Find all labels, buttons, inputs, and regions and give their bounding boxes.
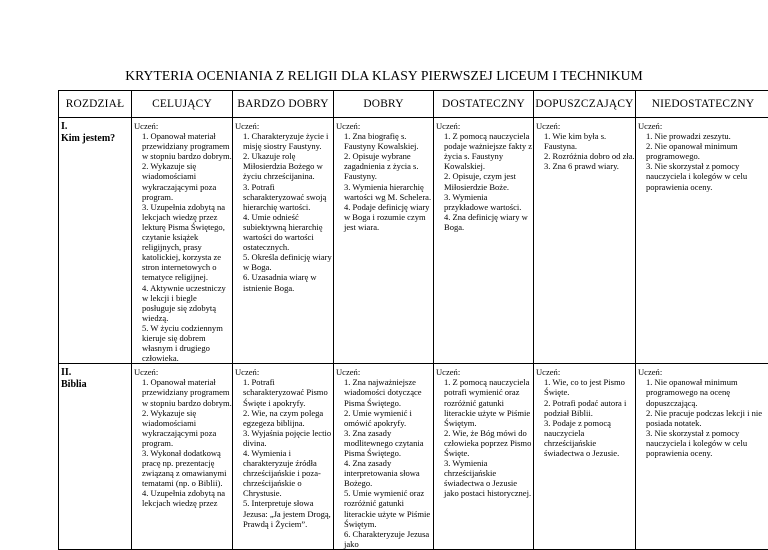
criteria-cell-dobry (334, 364, 434, 550)
criteria-list (134, 131, 232, 363)
header-celujacy: CELUJĄCY (132, 91, 233, 118)
criteria-item: 2. Wie, że Bóg mówi do człowieka poprzez Pismo Święte. (444, 428, 533, 458)
criteria-item: 5. Umie wymienić oraz rozróżnić gatunki literackie użyte w Piśmie Świętym. (344, 488, 433, 528)
cell-intro: Uczeń: (638, 367, 768, 377)
criteria-item: 3. Nie skorzystał z pomocy nauczyciela i kolegów w celu poprawienia oceny. (646, 161, 768, 191)
chapter-cell (59, 118, 132, 364)
cell-intro: Uczeń: (536, 367, 635, 377)
cell-intro: Uczeń: (134, 367, 232, 377)
criteria-item: 2. Potrafi podać autora i podział Biblii. (544, 398, 635, 418)
cell-intro: Uczeń: (638, 121, 768, 131)
criteria-item: 6. Charakteryzuje Jezusa jako (344, 529, 433, 549)
criteria-list (235, 377, 333, 528)
criteria-item: 1. Opanował materiał przewidziany programem w stopniu bardzo dobrym. (142, 131, 232, 161)
chapter-cell (59, 364, 132, 550)
criteria-cell-bardzo-dobry (233, 118, 334, 364)
criteria-item: 1. Nie opanował minimum programowego na ocenę dopuszczającą. (646, 377, 768, 407)
chapter-number: II. (61, 367, 131, 379)
criteria-item: 3. Wymienia hierarchię wartości wg M. Schelera. (344, 182, 433, 202)
header-dobry: DOBRY (334, 91, 434, 118)
criteria-item: 1. Zna najważniejsze wiadomości dotyczące Pisma Świętego. (344, 377, 433, 407)
header-row (59, 91, 768, 118)
criteria-item: 1. Opanował materiał przewidziany programem w stopniu bardzo dobrym. (142, 377, 232, 407)
criteria-item: 2. Wykazuje się wiadomościami wykraczającymi poza program. (142, 161, 232, 201)
criteria-item: 3. Uzupełnia zdobytą na lekcjach wiedzę przez lekturę Pisma Świętego, czytanie książek religijnych, prasy katolickiej, korzysta ze stron internetowych o tematyce religijnej. (142, 202, 232, 283)
criteria-item: 1. Charakteryzuje życie i misję siostry Faustyny. (243, 131, 333, 151)
grading-criteria-table (58, 90, 768, 550)
criteria-cell-bardzo-dobry (233, 364, 334, 550)
criteria-list (536, 377, 635, 458)
table-row (59, 364, 768, 550)
criteria-item: 3. Potrafi scharakteryzować swoją hierarchię wartości. (243, 182, 333, 212)
criteria-list (436, 377, 533, 498)
criteria-item: 3. Wyjaśnia pojęcie lectio divina. (243, 428, 333, 448)
criteria-list (638, 131, 768, 192)
criteria-cell-dobry (334, 118, 434, 364)
criteria-item: 1. Wie, co to jest Pismo Święte. (544, 377, 635, 397)
criteria-item: 2. Ukazuje rolę Miłosierdzia Bożego w życiu chrześcijanina. (243, 151, 333, 181)
criteria-list (336, 131, 433, 232)
criteria-item: 5. Określa definicję wiary w Boga. (243, 252, 333, 272)
criteria-cell-dopuszczajacy (534, 118, 636, 364)
criteria-item: 4. Aktywnie uczestniczy w lekcji i biegle posługuje się zdobytą wiedzą. (142, 283, 232, 323)
criteria-item: 2. Wykazuje się wiadomościami wykraczającymi poza program. (142, 408, 232, 448)
criteria-item: 1. Wie kim była s. Faustyna. (544, 131, 635, 151)
chapter-name: Biblia (61, 379, 131, 391)
criteria-cell-niedostateczny (636, 364, 768, 550)
criteria-item: 6. Uzasadnia wiarę w istnienie Boga. (243, 272, 333, 292)
cell-intro: Uczeń: (436, 121, 533, 131)
document-title: KRYTERIA OCENIANIA Z RELIGII DLA KLASY PIERWSZEJ LICEUM I TECHNIKUM (0, 68, 768, 84)
cell-intro: Uczeń: (134, 121, 232, 131)
criteria-item: 4. Uzupełnia zdobytą na lekcjach wiedzę przez (142, 488, 232, 508)
cell-intro: Uczeń: (436, 367, 533, 377)
criteria-cell-dopuszczajacy (534, 364, 636, 550)
criteria-list (638, 377, 768, 458)
criteria-item: 1. Zna biografię s. Faustyny Kowalskiej. (344, 131, 433, 151)
criteria-item: 1. Z pomocą nauczyciela podaje ważniejsze fakty z życia s. Faustyny Kowalskiej. (444, 131, 533, 171)
cell-intro: Uczeń: (235, 367, 333, 377)
cell-intro: Uczeń: (336, 367, 433, 377)
criteria-item: 3. Nie skorzystał z pomocy nauczyciela i kolegów w celu poprawienia oceny. (646, 428, 768, 458)
criteria-list (536, 131, 635, 171)
criteria-item: 1. Nie prowadzi zeszytu. (646, 131, 768, 141)
table-row (59, 118, 768, 364)
criteria-cell-celujacy (132, 364, 233, 550)
criteria-item: 4. Wymienia i charakteryzuje źródła chrześcijańskie i poza-chrześcijańskie o Chrystusie. (243, 448, 333, 498)
criteria-item: 5. W życiu codziennym kieruje się dobrem własnym i drugiego człowieka. (142, 323, 232, 363)
criteria-item: 3. Wymienia przykładowe wartości. (444, 192, 533, 212)
cell-intro: Uczeń: (235, 121, 333, 131)
criteria-item: 4. Umie odnieść subiektywną hierarchię wartości do wartości ostatecznych. (243, 212, 333, 252)
criteria-cell-niedostateczny (636, 118, 768, 364)
header-rozdzial: ROZDZIAŁ (59, 91, 132, 118)
header-bardzo-dobry: BARDZO DOBRY (233, 91, 334, 118)
header-dopuszczajacy: DOPUSZCZAJĄCY (534, 91, 636, 118)
header-dostateczny: DOSTATECZNY (434, 91, 534, 118)
criteria-item: 4. Zna definicję wiary w Boga. (444, 212, 533, 232)
criteria-item: 5. Interpretuje słowa Jezusa: „Ja jestem Drogą, Prawdą i Życiem”. (243, 498, 333, 528)
criteria-item: 1. Z pomocą nauczyciela potrafi wymienić oraz rozróżnić gatunki literackie użyte w Piśmie Świętym. (444, 377, 533, 427)
criteria-list (436, 131, 533, 232)
criteria-item: 3. Zna zasady modlitewnego czytania Pisma Świętego. (344, 428, 433, 458)
criteria-item: 2. Nie pracuje podczas lekcji i nie posiada notatek. (646, 408, 768, 428)
criteria-item: 3. Podaje z pomocą nauczyciela chrześcijańskie świadectwa o Jezusie. (544, 418, 635, 458)
criteria-item: 2. Umie wymienić i omówić apokryfy. (344, 408, 433, 428)
criteria-item: 2. Opisuje wybrane zagadnienia z życia s. Faustyny. (344, 151, 433, 181)
criteria-list (235, 131, 333, 293)
criteria-cell-dostateczny (434, 118, 534, 364)
criteria-item: 2. Nie opanował minimum programowego. (646, 141, 768, 161)
criteria-item: 2. Rozróżnia dobro od zła. (544, 151, 635, 161)
criteria-item: 3. Zna 6 prawd wiary. (544, 161, 635, 171)
chapter-number: I. (61, 121, 131, 133)
criteria-item: 3. Wykonał dodatkową pracę np. prezentację związaną z omawianymi tematami (np. o Biblii). (142, 448, 232, 488)
criteria-item: 3. Wymienia chrześcijańskie świadectwa o Jezusie jako postaci historycznej. (444, 458, 533, 498)
cell-intro: Uczeń: (536, 121, 635, 131)
header-niedostateczny: NIEDOSTATECZNY (636, 91, 768, 118)
criteria-list (134, 377, 232, 508)
criteria-item: 2. Opisuje, czym jest Miłosierdzie Boże. (444, 171, 533, 191)
criteria-cell-celujacy (132, 118, 233, 364)
criteria-cell-dostateczny (434, 364, 534, 550)
criteria-item: 2. Wie, na czym polega egzegeza biblijna. (243, 408, 333, 428)
criteria-item: 4. Podaje definicję wiary w Boga i rozumie czym jest wiara. (344, 202, 433, 232)
criteria-item: 1. Potrafi scharakteryzować Pismo Święte i apokryfy. (243, 377, 333, 407)
cell-intro: Uczeń: (336, 121, 433, 131)
chapter-name: Kim jestem? (61, 133, 131, 145)
criteria-item: 4. Zna zasady interpretowania słowa Bożego. (344, 458, 433, 488)
criteria-list (336, 377, 433, 549)
